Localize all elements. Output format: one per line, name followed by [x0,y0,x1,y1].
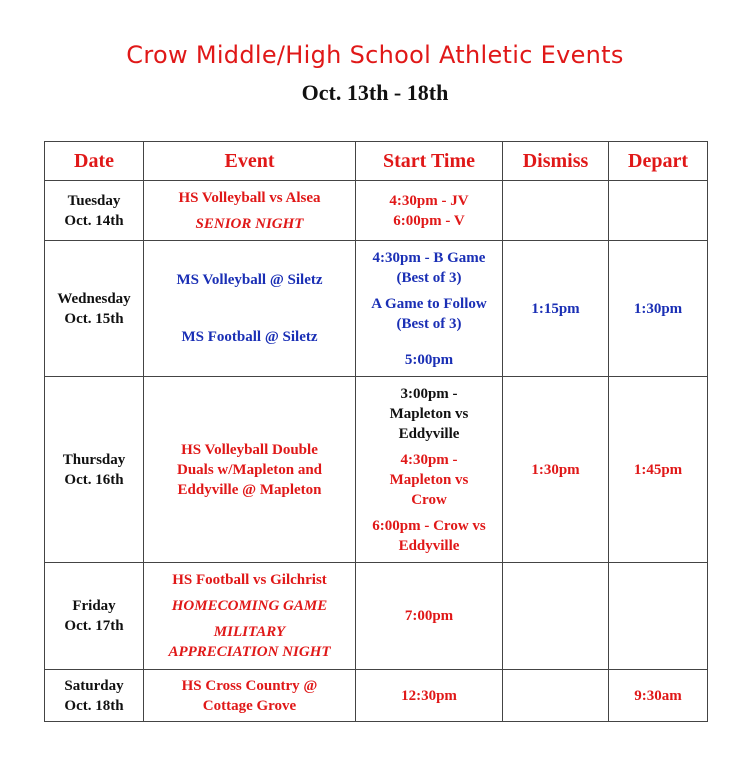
start-time-cell [356,181,503,241]
event-name: MS Football @ Siletz [181,329,318,345]
event-cell [144,181,356,241]
event-cell [144,241,356,377]
event-name: HS Football vs Gilchrist [172,572,327,588]
header-event: Event [144,142,356,181]
event-name: Duals w/Mapleton and [176,461,323,478]
start-time-note: (Best of 3) [396,315,462,332]
start-time: Mapleton vs [389,405,469,422]
event-cell [144,670,356,722]
table-row [45,377,708,563]
table-row [45,563,708,670]
event-name: HS Cross Country @ [181,677,318,694]
start-time-cell [356,563,503,670]
start-time: Crow [411,491,447,508]
day-label: Friday [72,598,116,614]
table-row [45,241,708,377]
header-start-time: Start Time [356,142,503,181]
day-label: Tuesday [67,192,121,209]
start-time: A Game to Follow [371,295,487,312]
date-label: Oct. 14th [64,212,124,229]
table-row [45,181,708,241]
start-time: 5:00pm [404,351,454,368]
start-time: 4:30pm - [400,451,458,468]
header-dismiss: Dismiss [503,142,609,181]
start-time-cell [356,377,503,563]
header-date: Date [45,142,144,181]
date-label: Oct. 16th [64,471,124,488]
date-cell [45,670,144,722]
date-cell [45,241,144,377]
event-name: Cottage Grove [202,697,297,714]
depart-cell: 9:30am [609,670,708,722]
event-cell [144,377,356,563]
start-time: 6:00pm - V [393,212,465,229]
date-label: Oct. 15th [64,310,124,327]
dismiss-cell: 1:15pm [503,241,609,377]
event-name: MS Volleyball @ Siletz [176,272,323,288]
date-cell [45,377,144,563]
start-time: 3:00pm - [400,385,458,402]
table-header-row [45,142,708,181]
page-title: Crow Middle/High School Athletic Events [126,41,624,69]
day-label: Wednesday [57,290,131,307]
depart-cell [609,181,708,241]
event-name: HS Volleyball vs Alsea [178,189,321,206]
athletic-events-table [44,141,708,722]
day-label: Saturday [64,677,124,694]
start-time: Mapleton vs [389,471,469,488]
start-time-cell [356,241,503,377]
date-range-subtitle: Oct. 13th - 18th [301,80,449,105]
start-time: Eddyville [398,425,460,442]
dismiss-cell [503,181,609,241]
event-cell [144,563,356,670]
date-label: Oct. 17th [64,618,124,634]
start-time: 4:30pm - B Game [372,249,486,266]
start-time: 7:00pm [404,608,454,624]
header-depart: Depart [609,142,708,181]
event-note: APPRECIATION NIGHT [168,644,331,660]
date-cell [45,181,144,241]
start-time: Eddyville [398,537,460,554]
event-note: SENIOR NIGHT [195,215,304,232]
event-note: MILITARY [213,624,286,640]
date-cell [45,563,144,670]
depart-cell: 1:45pm [609,377,708,563]
start-time: 6:00pm - Crow vs [372,517,486,534]
day-label: Thursday [62,451,126,468]
start-time-cell [356,670,503,722]
depart-cell [609,563,708,670]
date-label: Oct. 18th [64,697,124,714]
dismiss-cell: 1:30pm [503,377,609,563]
event-name: HS Volleyball Double [181,441,318,458]
dismiss-cell [503,670,609,722]
event-name: Eddyville @ Mapleton [177,481,322,498]
depart-cell: 1:30pm [609,241,708,377]
start-time: 12:30pm [401,687,457,704]
start-time-note: (Best of 3) [396,269,462,286]
dismiss-cell [503,563,609,670]
event-note: HOMECOMING GAME [171,598,328,614]
table-row [45,670,708,722]
start-time: 4:30pm - JV [389,192,469,209]
